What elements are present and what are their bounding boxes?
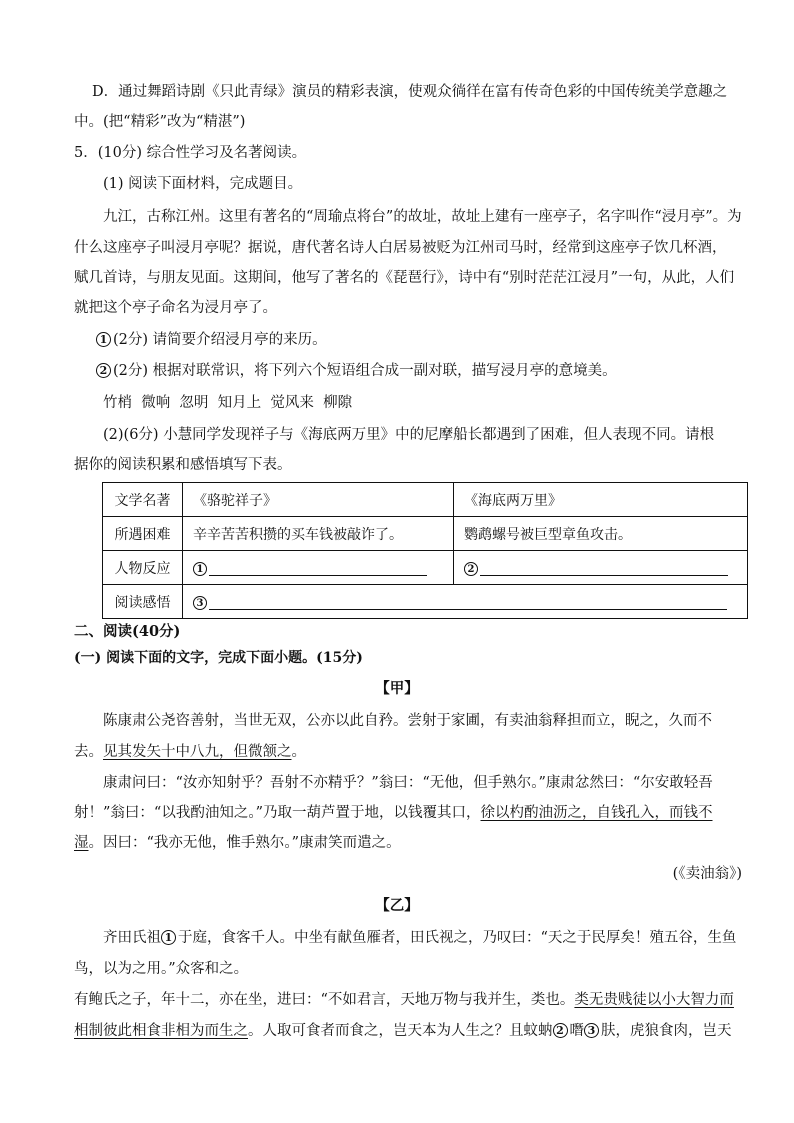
question-5-part2-line1: (2)(6分) 小慧同学发现祥子与《海底两万里》中的尼摩船长都遇到了困难，但人表现不同。请根 [103, 427, 715, 443]
underlined-sentence: 徐以杓酌油沥之，自钱孔入，而钱不 [480, 805, 713, 821]
underlined-sentence: 湿 [74, 835, 89, 851]
circled-number-3: 3 [584, 1023, 599, 1038]
couplet-phrases: 竹梢 微响 忽明 知月上 觉风来 柳隙 [103, 395, 353, 411]
sub-question-2-text: (2分) 根据对联常识，将下列六个短语组合成一副对联，描写浸月亭的意境美。 [113, 363, 617, 379]
table-row [103, 483, 748, 517]
jia-line: 射！”翁曰：“以我酌油知之。”乃取一葫芦置于地，以钱覆其口，徐以杓酌油沥之，自钱孔入，而钱不 [74, 805, 713, 821]
table-cell-label: 所遇困难 [103, 517, 183, 551]
sub-question-1-text: (2分) 请简要介绍浸月亭的来历。 [113, 332, 327, 348]
passage-line: 就把这个亭子命名为浸月亭了。 [74, 300, 277, 316]
yi-line: 相制彼此相食非相为而生之。人取可食者而食之，岂天本为人生之？且蚊蚋 2 噆 3 肤，虎狼食肉，岂天 [74, 1023, 732, 1039]
table-cell-label: 文学名著 [103, 483, 183, 517]
answer-blank-3[interactable] [209, 593, 727, 610]
circled-number-3: 3 [193, 596, 207, 610]
passage-line: 赋几首诗，与朋友见面。这期间，他写了著名的《琵琶行》，诗中有“别时茫茫江浸月”一句，从此，人们 [74, 270, 735, 286]
yi-line: 有鲍氏之子，年十二，亦在坐，进曰：“不如君言，天地万物与我并生，类也。类无贵贱徒以小大智力而 [74, 992, 734, 1008]
yi-line: 鸟，以为之用。”众客和之。 [74, 961, 249, 977]
option-d-line2: 中。(把“精彩”改为“精湛”) [74, 114, 246, 130]
jia-line: 康肃问曰：“汝亦知射乎？吾射不亦精乎？”翁曰：“无他，但手熟尔。”康肃忿然曰：“尔安敢轻吾 [103, 775, 713, 791]
question-5-part2-line2: 据你的阅读积累和感悟填写下表。 [74, 457, 292, 473]
circled-number-2: 2 [96, 363, 111, 378]
question-5-part1-intro: (1) 阅读下面材料，完成题目。 [103, 176, 303, 192]
option-d-line1: D．通过舞蹈诗剧《只此青绿》演员的精彩表演，使观众徜徉在富有传奇色彩的中国传统美学意趣之 [92, 84, 728, 100]
passage-jia-title: 【甲】 [375, 680, 419, 697]
table-cell-book1: 《骆驼祥子》 [183, 483, 454, 517]
answer-cell-2 [454, 551, 748, 585]
passage-line: 九江，古称江州。这里有著名的“周瑜点将台”的故址，故址上建有一座亭子，名字叫作“浸月亭”。为 [103, 209, 742, 225]
jia-line: 陈康肃公尧咨善射，当世无双，公亦以此自矜。尝射于家圃，有卖油翁释担而立，睨之，久而不 [103, 713, 712, 729]
table-cell-label: 阅读感悟 [103, 585, 183, 619]
circled-number-1: 1 [193, 562, 207, 576]
circled-number-2: 2 [553, 1023, 568, 1038]
answer-blank-2[interactable] [480, 559, 728, 576]
table-cell-label: 人物反应 [103, 551, 183, 585]
section-2-title: 二、阅读(40分) [74, 623, 181, 640]
reading-table [102, 482, 748, 619]
underlined-sentence: 见其发矢十中八九，但微颔之 [103, 744, 292, 760]
sub-question-1 [96, 330, 327, 350]
passage-line: 什么这座亭子叫浸月亭呢？据说，唐代著名诗人白居易被贬为江州司马时，经常到这座亭子饮几杯酒， [74, 240, 727, 256]
circled-number-1: 1 [96, 332, 111, 347]
question-5-header: 5．(10分) 综合性学习及名著阅读。 [74, 145, 307, 161]
circled-number-1: 1 [161, 930, 176, 945]
table-cell-difficulty2: 鹦鹉螺号被巨型章鱼攻击。 [454, 517, 748, 551]
table-cell-difficulty1: 辛辛苦苦积攒的买车钱被敲诈了。 [183, 517, 454, 551]
jia-line: 湿。因曰：“我亦无他，惟手熟尔。”康肃笑而遣之。 [74, 835, 401, 851]
jia-source: (《卖油翁》) [672, 866, 742, 882]
underlined-sentence: 相制彼此相食非相为而生之 [74, 1023, 248, 1039]
sub-question-2 [96, 361, 617, 381]
yi-line: 齐田氏祖 1 于庭，食客千人。中坐有献鱼雁者，田氏视之，乃叹曰：“天之于民厚矣！殖五谷，生鱼 [103, 930, 737, 946]
answer-cell-3 [183, 585, 748, 619]
passage-yi-title: 【乙】 [375, 897, 419, 914]
answer-cell-1 [183, 551, 454, 585]
section-2-subtitle: (一) 阅读下面的文字，完成下面小题。(15分) [74, 650, 363, 666]
answer-blank-1[interactable] [209, 559, 427, 576]
table-row [103, 551, 748, 585]
table-row [103, 585, 748, 619]
jia-line: 去。见其发矢十中八九，但微颔之。 [74, 744, 306, 760]
table-row [103, 517, 748, 551]
table-cell-book2: 《海底两万里》 [454, 483, 748, 517]
circled-number-2: 2 [464, 562, 478, 576]
underlined-sentence: 类无贵贱徒以小大智力而 [574, 992, 734, 1008]
